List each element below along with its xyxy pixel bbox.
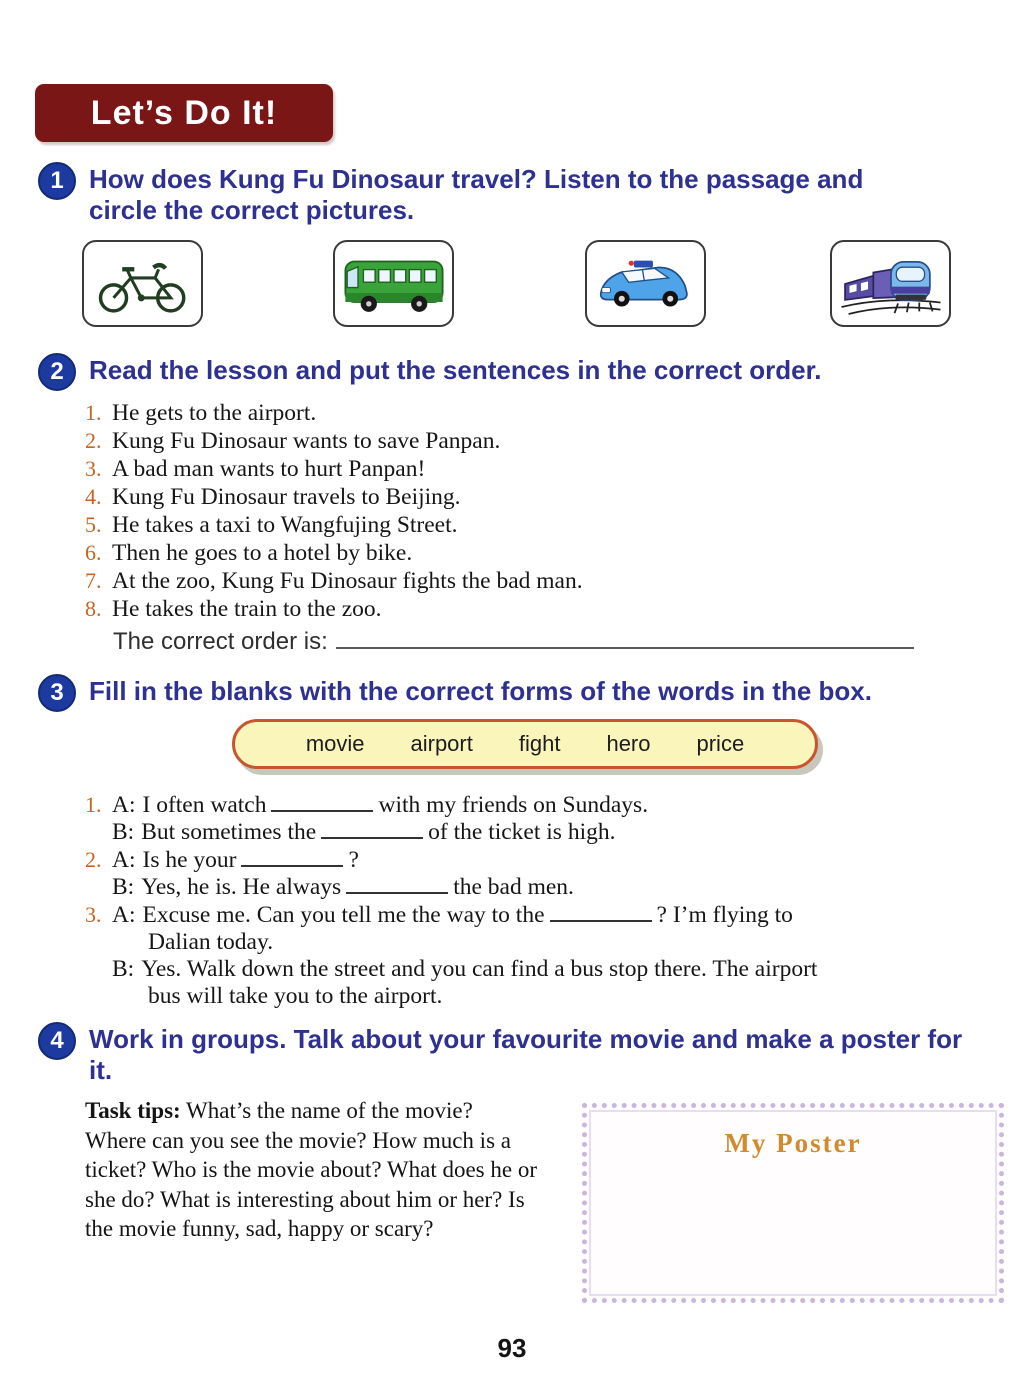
word-box-word: airport [410, 731, 473, 756]
dialogue-line: 1. A: I often watch with my friends on Sundays. [85, 792, 649, 818]
sentence-number: 1. [85, 400, 102, 425]
dialogue-line: Dalian today. [148, 929, 274, 955]
sentence-item: 6. Then he goes to a hotel by bike. [85, 540, 413, 566]
sentence-item: 1. He gets to the airport. [85, 400, 317, 426]
poster-title: My Poster [724, 1128, 862, 1158]
dialogue-line: bus will take you to the airport. [148, 983, 443, 1009]
fill-blank[interactable] [321, 823, 423, 839]
dialogue-line: 2. A: Is he your ? [85, 847, 359, 873]
fill-blank[interactable] [550, 906, 652, 922]
activity1-number-badge: 1 [38, 162, 76, 200]
word-box-word: hero [606, 731, 651, 756]
activity1-title: How does Kung Fu Dinosaur travel? Listen to the passage and circle the correct pictures. [89, 164, 864, 225]
sentence-number: 2. [85, 428, 102, 453]
sentence-number: 6. [85, 540, 102, 565]
activity2-number-badge: 2 [38, 353, 76, 391]
fill-blank[interactable] [346, 878, 448, 894]
sentence-item: 7. At the zoo, Kung Fu Dinosaur fights the bad man. [85, 568, 583, 594]
sentence-item: 5. He takes a taxi to Wangfujing Street. [85, 512, 458, 538]
sentence-item: 4. Kung Fu Dinosaur travels to Beijing. [85, 484, 461, 510]
picture-option-bus[interactable] [333, 240, 454, 327]
activity2-title: Read the lesson and put the sentences in the correct order. [89, 355, 822, 385]
sentence-item: 8. He takes the train to the zoo. [85, 596, 382, 622]
activity2-heading [38, 355, 978, 391]
page-number: 93 [497, 1333, 527, 1363]
train-icon [838, 247, 944, 321]
picture-option-train[interactable] [830, 240, 951, 327]
picture-option-bicycle[interactable] [82, 240, 203, 327]
activity4-number-badge: 4 [38, 1022, 76, 1060]
activity1-heading [38, 164, 898, 226]
sentence-number: 4. [85, 484, 102, 509]
dialogue-line: 3. A: Excuse me. Can you tell me the way to the ? I’m flying to [85, 902, 793, 928]
activity3-title: Fill in the blanks with the correct forms of the words in the box. [89, 676, 872, 706]
sentence-item: 2. Kung Fu Dinosaur wants to save Panpan. [85, 428, 501, 454]
dialogue-line: B: But sometimes the of the ticket is high. [112, 819, 616, 845]
word-box-word: movie [305, 731, 365, 756]
task-tips-label: Task tips: [85, 1098, 181, 1123]
picture-option-taxi[interactable] [585, 240, 706, 327]
sentence-number: 7. [85, 568, 102, 593]
fill-in-dialogue [85, 791, 995, 1010]
fill-blank[interactable] [271, 796, 373, 812]
poster-box[interactable] [582, 1103, 1004, 1303]
word-box-word: fight [518, 731, 561, 756]
activity3-number-badge: 3 [38, 674, 76, 712]
sentence-list [85, 399, 583, 623]
dialogue-line: B: Yes, he is. He always the bad men. [112, 874, 574, 900]
correct-order-row [113, 627, 914, 656]
bus-icon [340, 247, 448, 321]
task-tips [85, 1096, 537, 1244]
sentence-number: 3. [85, 456, 102, 481]
sentence-item: 3. A bad man wants to hurt Panpan! [85, 456, 426, 482]
fill-blank[interactable] [241, 851, 343, 867]
banner-label: Let’s Do It! [90, 93, 278, 132]
dialogue-line: B: Yes. Walk down the street and you can find a bus stop there. The airport [112, 956, 818, 982]
word-box [232, 719, 818, 769]
activity4-heading [38, 1024, 983, 1086]
bicycle-icon [91, 248, 195, 320]
activity3-heading [38, 676, 978, 712]
lets-do-it-banner [35, 84, 333, 142]
answer-line[interactable] [336, 627, 914, 649]
word-box-word: price [696, 731, 745, 756]
sentence-number: 8. [85, 596, 102, 621]
taxi-icon [594, 248, 698, 320]
correct-order-prompt: The correct order is: [113, 628, 328, 655]
activity4-title: Work in groups. Talk about your favourite movie and make a poster for it. [89, 1024, 963, 1085]
sentence-number: 5. [85, 512, 102, 537]
task-tips-text: What’s the name of the movie? Where can you see the movie? How much is a ticket? Who is the movie about? What does he or she do? What is interesting about him or her? Is the movie funny, sad, happy or scary? [85, 1098, 537, 1241]
